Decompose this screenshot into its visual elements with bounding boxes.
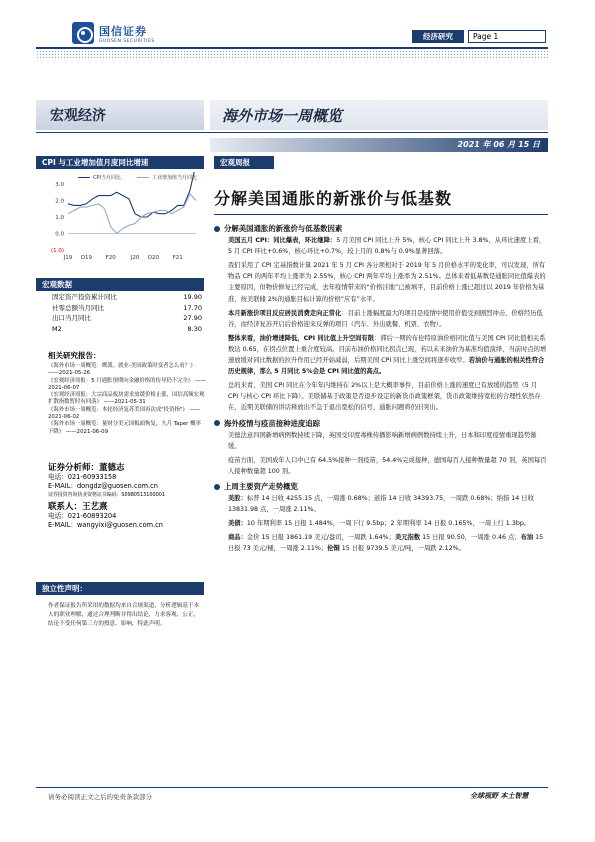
related-reports xyxy=(48,350,206,436)
macro-row: M2 8.30 xyxy=(52,324,202,333)
y-tick-label: 2.0 xyxy=(55,198,64,205)
chart-title: CPI 与工业增加值月度同比增速 xyxy=(36,156,204,169)
y-tick-label: 1.0 xyxy=(55,215,64,221)
paragraph: 美股：标普 14 日收 4255.15 点，一周涨 0.68%；道指 14 日收 34393.75，一周跌 0.68%；纳指 14 日收 13831.98 点，一周涨 2.11%。 xyxy=(228,495,534,514)
x-tick-label: J19 xyxy=(63,255,73,261)
paragraph: 商品：金价 15 日报 1861.19 美元/盎司，一周跌 1.64%；美元指数 15 日报 90.50，一周涨 0.46 点；布油 15 日报 73 美元/桶，一周涨 2.11%；伦铜 15 日报 9739.5 美元/吨，一周跌 2.12%。 xyxy=(228,534,544,553)
logo-icon xyxy=(72,22,94,44)
contact-email[interactable]: E-MAIL：wangyixi@guosen.com.cn xyxy=(48,521,163,529)
main-content xyxy=(214,222,548,555)
legend-item-cpi: CPI当月同比 xyxy=(78,174,121,181)
page-number: Page 1 xyxy=(468,30,546,43)
analyst-certificate: 证券投资咨询执业资格证书编码：S0980513100001 xyxy=(48,492,165,498)
paragraph: 美国五月 CPI：同比爆表，环比继降：5 月美国 CPI 同比上升 5%，核心 CPI 同比上升 3.8%，从环比速度上看，5 月 CPI 环比+0.6%，核心环比+0.7%，较上月的 0.8%与 0.9%显著回落。 xyxy=(228,237,546,256)
legend-item-industry: 工业增加值当月同比 xyxy=(137,174,197,181)
x-tick-label: F21 xyxy=(172,255,183,261)
chart-legend xyxy=(78,174,197,181)
x-tick-label: O19 xyxy=(80,255,92,261)
analyst-role: 证券分析师： xyxy=(48,463,100,473)
report-series-title: 海外市场一周概览 xyxy=(210,100,548,130)
macro-row: 固定资产投资累计同比 19.90 xyxy=(52,293,202,301)
bullet-icon xyxy=(214,226,220,232)
macro-row: 出口当月同比 27.90 xyxy=(52,314,202,323)
headline: 分解美国通胀的新涨价与低基数 xyxy=(214,189,453,208)
paragraph: 本月新涨价项目反应居民消费走向正常化：目前上涨幅度最大的项目是疫情中使用价值受到剧烈冲击，价格经历低谷，而经济复苏开启后价格迎来反弹的项目（汽车、外出就餐、机票、衣物）。 xyxy=(228,309,543,328)
related-report-link[interactable]: 《宏观经济周报：5 月通胀预期向金融价格的传导仍不完全》 ——2021-06-07 xyxy=(48,377,206,391)
related-report-link[interactable]: 《海外市场一周概览：本轮经济复苏美国再次成"投资指"》 ——2021-06-02 xyxy=(48,406,201,421)
report-category: 宏观经济 xyxy=(36,100,204,130)
paragraph: 总的来看，美国 CPI 同比在今年年内维持在 2%以上是大概率事件，目前价格上涨的速度已有放缓的趋势（5 月 CPI 与核心 CPI 环比下降）。美联储基于政策是否退步设定的新货币政策框架，货币政策维持宽松的合理性依然存在，近期美联储的讲话释放出不急于退出宽松的信号，通胀问题将仍旧突出。 xyxy=(228,382,541,412)
paragraph: 疫苗方面，美国成年人口中已有 64.5%接种一剂疫苗，54.4%完成接种，德国每百人接种数量超 70 剂，英国每百人接种数量超 100 剂。 xyxy=(228,456,547,475)
band-rule xyxy=(36,132,548,133)
analyst-name: 董德志 xyxy=(99,463,125,473)
x-tick-label: J20 xyxy=(130,255,140,261)
related-reports-title: 相关研究报告： xyxy=(48,351,101,360)
section-title: 分解美国通胀的新涨价与低基数因素 xyxy=(214,223,548,234)
chart-plot xyxy=(36,172,204,270)
contact-role: 联系人： xyxy=(48,502,83,512)
cpi-chart xyxy=(36,172,204,270)
logo-name: 国信证券 xyxy=(99,24,147,38)
macro-row: 社零总额当月同比 17.70 xyxy=(52,303,202,312)
bullet-icon xyxy=(214,420,220,426)
industry-series-line xyxy=(68,194,196,234)
report-date: 2021 年 06 月 15 日 xyxy=(210,138,548,152)
bullet-icon xyxy=(214,484,220,490)
paragraph: 我们采用了 CPI 定基指数计算 2021 年 5 月 CPI 各分项相对于 2019 年 5 月价格水平的变化率，可以发现，所有物品 CPI 的两年平均上涨率为 2.55%，核心 CPI 两年平均上涨率为 2.51%。总体来看低基数是通胀同比值爆表的主要原因，但物价修复已经完成，去年疫情带来的“价格洼地”已被填平，目前价格上涨已超过以 2019 年价格为基准，按美联储 2%的通胀目标计算的价格“应有”水平。 xyxy=(228,262,546,303)
footer-rule xyxy=(36,787,548,788)
analyst-email[interactable]: E-MAIL：dongdz@guosen.com.cn xyxy=(48,482,158,490)
contact-name: 王艺熹 xyxy=(82,502,108,512)
header-rule xyxy=(36,47,548,49)
analyst-phone: 电话：021-60933158 xyxy=(48,473,117,481)
x-tick-label: O20 xyxy=(147,255,159,261)
paragraph: 美德法意四国新增病例数持续下降，英国受印度毒株传播影响新增病例数持续上升，日本和印度疫情重现趋势渐缓。 xyxy=(228,431,537,450)
report-type-label: 经济研究 xyxy=(412,30,464,43)
section-title: 上周主要资产走势概览 xyxy=(214,481,548,492)
headline-rule xyxy=(214,214,548,215)
y-tick-label: 3.0 xyxy=(55,182,64,188)
paragraph: 美债：10 年期利率 15 日报 1.484%，一周下行 9.5bp；2 年期利率 14 日报 0.165%，一周上行 1.3bp。 xyxy=(228,520,531,528)
company-logo xyxy=(72,22,155,44)
related-report-link[interactable]: 《宏观经济周报：大宗商品板块需求放缓价格止涨，国信高频宏观扩散指数暂时有回落》 ——2021-05-31 xyxy=(48,392,205,406)
header-dot-pattern xyxy=(36,50,548,60)
section-tag: 宏观周报 xyxy=(214,156,274,169)
macro-data-table xyxy=(36,292,204,334)
disclaimer-title: 独立性声明： xyxy=(36,582,204,595)
disclaimer-text: 作者保证报告所采用的数据均来自合规渠道，分析逻辑基于本人的职业理解，通过合理判断并得出结论，力求客观、公正，结论不受任何第三方的授意、影响，特此声明。 xyxy=(48,603,200,628)
footer-disclaimer-note: 请务必阅读正文之后的免责条款部分 xyxy=(48,793,152,801)
macro-data-title: 宏观数据 xyxy=(36,278,204,291)
footer-slogan: 全球视野 本土智慧 xyxy=(470,792,529,800)
x-tick-label: F20 xyxy=(105,255,116,261)
related-report-link[interactable]: 《海外市场一周概览：鹰派、就业-美国政策时变者怎么看？》 ——2021-05-26 xyxy=(48,363,196,377)
y-tick-label: 0.0 xyxy=(55,231,64,238)
section-title: 海外疫情与疫苗接种进度追踪 xyxy=(214,418,548,429)
analyst-info xyxy=(48,461,206,530)
y-tick-label: (1.0) xyxy=(50,248,64,254)
paragraph: 整体来看，油价增速降低，CPI 同比值上升空间有限：滞后一期的布伦特原油价格同比值与美国 CPI 同比值相关系数达 0.65，在拐点位置上重合度较高。目前布油价格同比拐点已现，若以未来油价为基准均值演绎，当前时点的增速放缓对同比数据的拉升作用已经开始减弱，后期美国 CPI 同比上涨空间将逐步收窄。若油价与通胀的相关性符合历史规律，那么 5 月同比 5%会是 CPI 同比值的高点。 xyxy=(228,334,547,376)
logo-english-name: GUOSEN SECURITIES xyxy=(99,38,155,44)
contact-phone: 电话：021-60893204 xyxy=(48,512,117,520)
related-report-link[interactable]: 《海外市场一周概览：量财分美元国板面恢复，九月 Taper 概率下降》 ——2021-06-09 xyxy=(48,421,201,435)
